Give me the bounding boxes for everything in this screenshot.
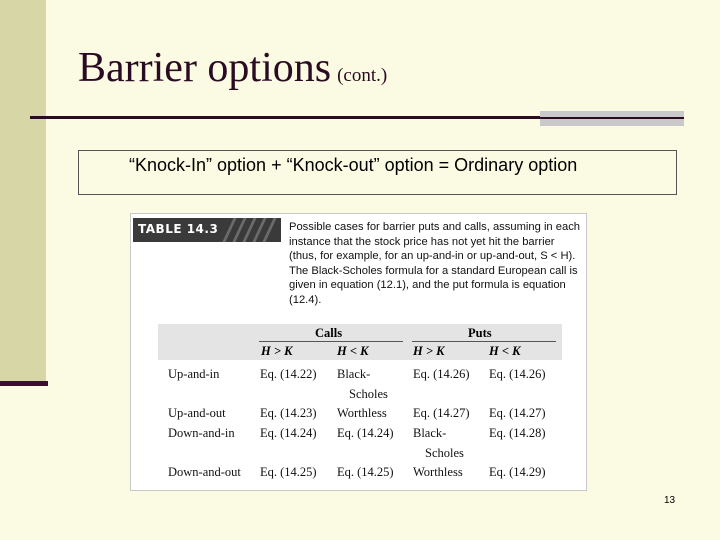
table-caption: Possible cases for barrier puts and calls, assuming in each instance that the stock price has not yet hit the barrier (thus, for example, for an up-and-in or up-and-out, S < H). The Black-Scholes formula for a standard European call is given in equation (12.1), and the put formula is equation (12.4). [289, 221, 581, 306]
table-cell: Eq. (14.25) [260, 465, 317, 479]
row-label: Up-and-in [168, 367, 220, 381]
puts-underline [412, 341, 556, 342]
table-cell: Scholes [349, 387, 388, 401]
title-rule-line [540, 117, 684, 119]
title-rule [30, 116, 540, 119]
page-number: 13 [664, 495, 676, 506]
table-cell: Eq. (14.22) [260, 367, 317, 381]
table-cell: Eq. (14.24) [260, 426, 317, 440]
table-cell: Eq. (14.27) [413, 406, 470, 420]
table-cell: Black- [337, 367, 371, 381]
slide-title [78, 44, 387, 92]
row-label: Up-and-out [168, 406, 226, 420]
header-calls: Calls [315, 326, 343, 340]
title-suffix: (cont.) [337, 65, 388, 86]
formula-text: “Knock-In” option + “Knock-out” option = Ordinary option [129, 155, 578, 175]
table-cell: Eq. (14.26) [413, 367, 470, 381]
header-calls-h-lt-k: H < K [337, 344, 369, 358]
table-cell: Eq. (14.24) [337, 426, 394, 440]
title-main: Barrier options [78, 45, 332, 91]
table-cell: Black- [413, 426, 447, 440]
table-cell: Eq. (14.25) [337, 465, 394, 479]
row-label: Down-and-in [168, 426, 235, 440]
table-cell: Eq. (14.26) [489, 367, 546, 381]
header-puts-h-lt-k: H < K [489, 344, 521, 358]
header-puts-h-gt-k: H > K [413, 344, 445, 358]
calls-underline [259, 341, 403, 342]
table-label: TABLE 14.3 [138, 222, 219, 236]
table-cell: Eq. (14.28) [489, 426, 546, 440]
table-cell: Worthless [413, 465, 463, 479]
row-label: Down-and-out [168, 465, 241, 479]
table-label-banner [133, 218, 281, 242]
table-cell: Scholes [425, 446, 464, 460]
table-cell: Eq. (14.23) [260, 406, 317, 420]
table-figure [130, 213, 587, 491]
formula-box [78, 150, 677, 195]
left-band-accent [0, 381, 48, 386]
table-cell: Worthless [337, 406, 387, 420]
header-calls-h-gt-k: H > K [261, 344, 293, 358]
left-decorative-band [0, 0, 46, 383]
table-cell: Eq. (14.27) [489, 406, 546, 420]
table-cell: Eq. (14.29) [489, 465, 546, 479]
header-puts: Puts [468, 326, 492, 340]
